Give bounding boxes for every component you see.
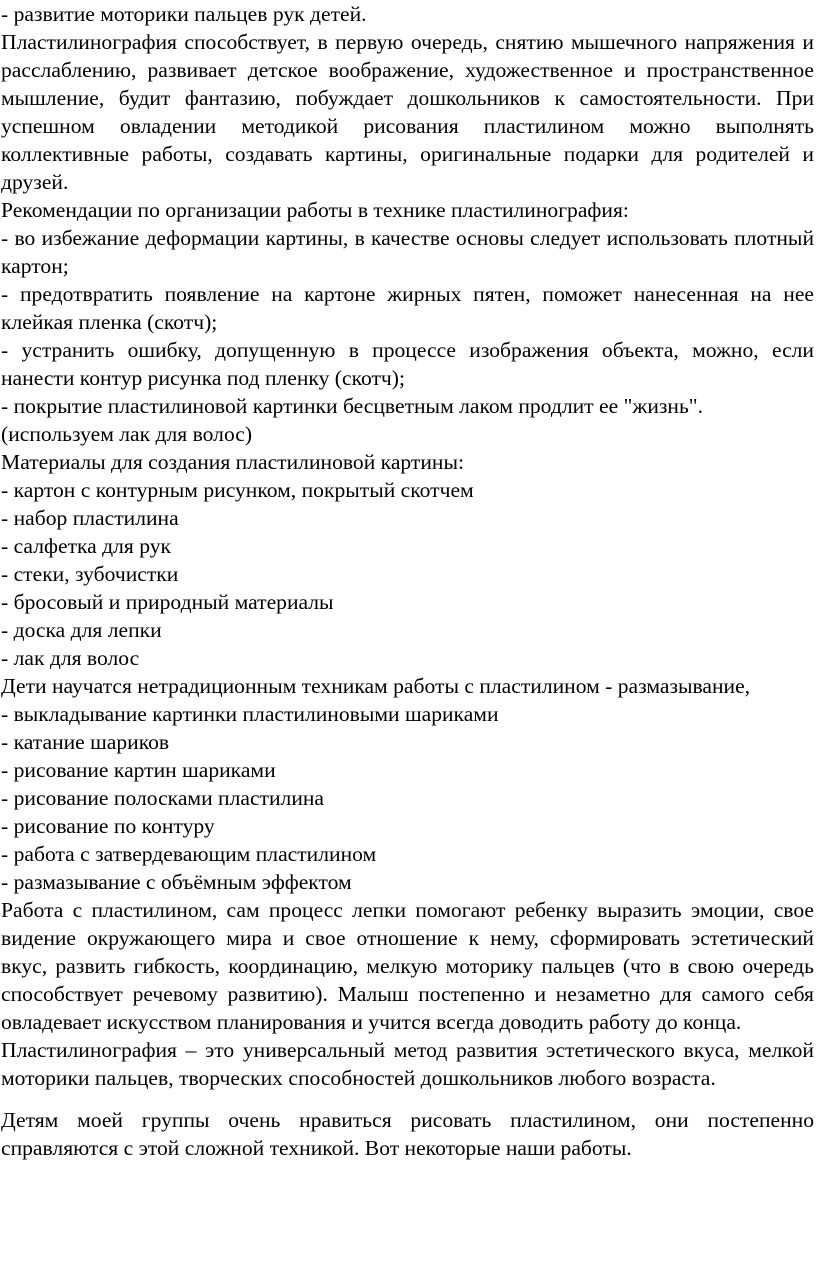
paragraph-materials-heading: Материалы для создания пластилиновой картины: [1, 450, 464, 474]
recommendation-item: - во избежание деформации картины, в качестве основы следует использовать плотный картон; [1, 226, 814, 278]
paragraph-techniques-heading: Дети научатся нетрадиционным техникам работы с пластилином - размазывание, [1, 674, 751, 698]
technique-item: - размазывание с объёмным эффектом [1, 870, 352, 894]
materials-item: - стеки, зубочистки [1, 562, 179, 586]
technique-item: - рисование по контуру [1, 814, 215, 838]
materials-item: - салфетка для рук [1, 534, 172, 558]
paragraph-universal-method: Пластилинография – это универсальный метод развития эстетического вкуса, мелкой моторики пальцев, творческих способностей дошкольников любого возраста. [1, 1038, 814, 1090]
materials-item: - лак для волос [1, 646, 140, 670]
technique-item: - катание шариков [1, 730, 170, 754]
paragraph-spacer [1, 1092, 814, 1106]
paragraph-group-works: Детям моей группы очень нравиться рисовать пластилином, они постепенно справляются с этой сложной техникой. Вот некоторые наши работы. [1, 1108, 814, 1160]
recommendation-item: - покрытие пластилиновой картинки бесцветным лаком продлит ее "жизнь". (используем лак для волос) [1, 394, 704, 446]
paragraph-motor-skills: - развитие моторики пальцев рук детей. [1, 2, 367, 26]
technique-item: - рисование полосками пластилина [1, 786, 325, 810]
technique-item: - выкладывание картинки пластилиновыми шариками [1, 702, 499, 726]
paragraph-recommendations-heading: Рекомендации по организации работы в технике пластилинография: [1, 198, 629, 222]
recommendation-item: - предотвратить появление на картоне жирных пятен, поможет нанесенная на нее клейкая пленка (скотч); [1, 282, 814, 334]
technique-item: - работа с затвердевающим пластилином [1, 842, 377, 866]
paragraph-working-with-plasticine: Работа с пластилином, сам процесс лепки помогают ребенку выразить эмоции, свое видение окружающего мира и свое отношение к нему, сформировать эстетический вкус, развить гибкость, координацию, мелкую моторику пальцев (что в свою очередь способствует речевому развитию). Малыш постепенно и незаметно для самого себя овладевает искусством планирования и учится всегда доводить работу до конца. [1, 898, 814, 1034]
materials-item: - бросовый и природный материалы [1, 590, 334, 614]
materials-item: - картон с контурным рисунком, покрытый скотчем [1, 478, 474, 502]
technique-item: - рисование картин шариками [1, 758, 276, 782]
materials-item: - доска для лепки [1, 618, 162, 642]
paragraph-plasticine-benefits: Пластилинография способствует, в первую очередь, снятию мышечного напряжения и расслаблению, развивает детское воображение, художественное и пространственное мышление, будит фантазию, побуждает дошкольников к самостоятельности. При успешном овладении методикой рисования пластилином можно выполнять коллективные работы, создавать картины, оригинальные подарки для родителей и друзей. [1, 30, 814, 194]
recommendation-item: - устранить ошибку, допущенную в процессе изображения объекта, можно, если нанести контур рисунка под пленку (скотч); [1, 338, 814, 390]
materials-item: - набор пластилина [1, 506, 179, 530]
